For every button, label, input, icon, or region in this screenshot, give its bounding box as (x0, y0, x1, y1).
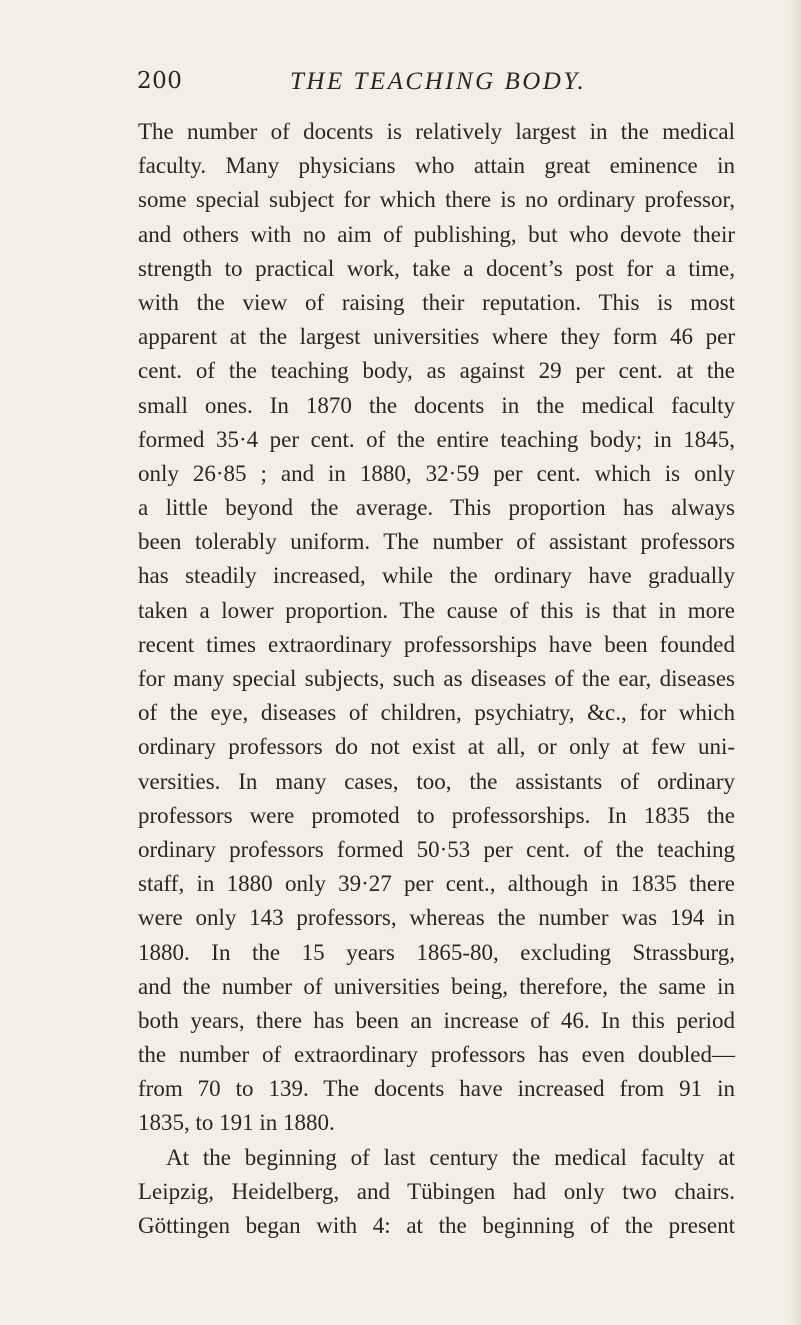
text-line: from 70 to 139. The docents have increased from 91 in (138, 1076, 735, 1102)
text-line: ordinary professors formed 50·53 per cent. of the teaching (138, 836, 735, 862)
text-line: been tolerably uniform. The number of assistant professors (138, 529, 735, 555)
text-line: and others with no aim of publishing, but who devote their (138, 221, 735, 247)
text-line: professors were promoted to professorships. In 1835 the (138, 802, 735, 828)
text-line: At the beginning of last century the medical faculty at (166, 1144, 735, 1170)
page-number: 200 (137, 68, 183, 94)
text-line: has steadily increased, while the ordinary have gradually (138, 563, 735, 589)
text-line: for many special subjects, such as diseases of the ear, diseases (138, 666, 735, 691)
page-header (137, 63, 733, 103)
body-text (138, 115, 735, 1243)
text-line: with the view of raising their reputation. This is most (138, 289, 735, 315)
paragraph (138, 115, 735, 1141)
page-edge-shadow (787, 0, 801, 1325)
text-line: Leipzig, Heidelberg, and Tübingen had only two chairs. (138, 1178, 735, 1204)
text-line: versities. In many cases, too, the assistants of ordinary (138, 768, 735, 794)
text-line: a little beyond the average. This proportion has always (138, 495, 735, 521)
text-line: faculty. Many physicians who attain great eminence in (138, 153, 735, 179)
text-line: some special subject for which there is no ordinary professor, (138, 187, 735, 213)
text-line: 1880. In the 15 years 1865-80, excluding Strassburg, (138, 939, 735, 965)
text-line: The number of docents is relatively largest in the medical (138, 119, 735, 144)
text-line: small ones. In 1870 the docents in the medical faculty (138, 392, 735, 418)
text-line: taken a lower proportion. The cause of this is that in more (138, 597, 735, 623)
text-line: cent. of the teaching body, as against 29 per cent. at the (138, 358, 735, 384)
text-line: of the eye, diseases of children, psychiatry, &c., for which (138, 700, 735, 726)
text-line: staff, in 1880 only 39·27 per cent., although in 1835 there (138, 871, 735, 897)
text-line: were only 143 professors, whereas the number was 194 in (138, 905, 735, 931)
text-line: 1835, to 191 in 1880. (138, 1110, 335, 1136)
text-line: only 26·85 ; and in 1880, 32·59 per cent. which is only (138, 460, 735, 486)
text-line: both years, there has been an increase of 46. In this period (138, 1007, 735, 1033)
paragraph (138, 1141, 735, 1244)
text-line: strength to practical work, take a docent’s post for a time, (138, 255, 735, 281)
running-title: THE TEACHING BODY. (290, 68, 587, 95)
text-line: ordinary professors do not exist at all, or only at few uni- (138, 734, 735, 760)
text-line: apparent at the largest universities where they form 46 per (138, 324, 735, 350)
text-line: the number of extraordinary professors has even doubled— (138, 1042, 735, 1068)
text-line: formed 35·4 per cent. of the entire teaching body; in 1845, (138, 426, 735, 452)
text-line: recent times extraordinary professorships have been founded (138, 631, 735, 657)
text-line: and the number of universities being, therefore, the same in (138, 973, 735, 999)
text-line: Göttingen began with 4: at the beginning of the present (138, 1213, 735, 1238)
